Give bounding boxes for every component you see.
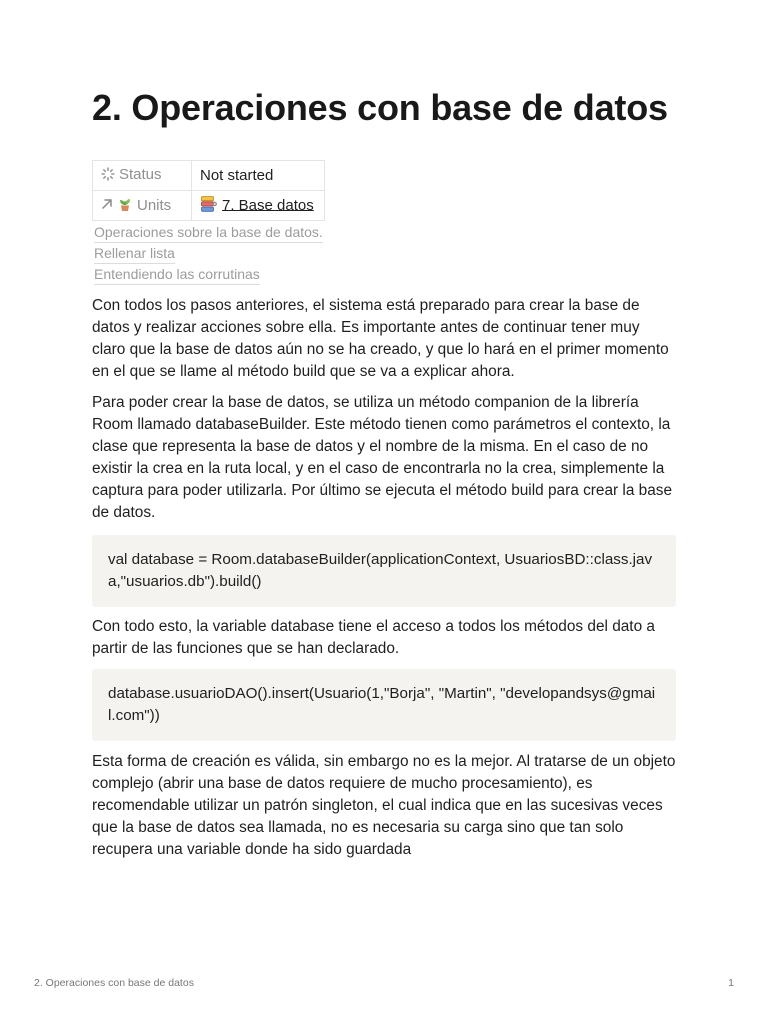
units-link[interactable]: 7. Base datos <box>222 196 314 214</box>
paragraph: Con todo esto, la variable database tiene el acceso a todos los métodos del dato a partir de las funciones que se han declarado. <box>92 618 655 657</box>
paragraph: Esta forma de creación es válida, sin embargo no es la mejor. Al tratarse de un objeto complejo (abrir una base de datos requiere de mucho procesamiento), es recomendable utilizar un patrón singleton, el cual indica que en las sucesivas veces que la base de datos sea llamada, no es necesaria su carga sino que tan solo recupera una variable donde ha sido guardada <box>92 753 676 858</box>
property-value-status[interactable]: Not started <box>192 161 325 191</box>
paragraph: Con todos los pasos anteriores, el sistema está preparado para crear la base de datos y realizar acciones sobre ella. Es importante antes de continuar tener muy claro que la base de datos aún no se ha creado, y que lo hará en el primer momento en el que se llame al método build que se va a explicar ahora. <box>92 297 669 380</box>
database-icon <box>200 195 218 217</box>
property-row-status <box>93 161 325 191</box>
code-block: val database = Room.databaseBuilder(applicationContext, UsuariosBD::class.java,"usuarios.db").build() <box>92 535 676 607</box>
code-block: database.usuarioDAO().insert(Usuario(1,"Borja", "Martin", "developandsys@gmail.com")) <box>92 669 676 741</box>
related-item[interactable]: Rellenar lista <box>94 243 175 264</box>
property-label-status: Status <box>119 166 162 184</box>
property-name-status <box>93 161 192 191</box>
page-number: 1 <box>728 977 734 989</box>
footer-title: 2. Operaciones con base de datos <box>34 977 194 989</box>
related-items-list <box>94 222 676 285</box>
property-name-units <box>93 191 192 221</box>
plant-pot-icon <box>117 196 133 216</box>
status-spinner-icon <box>101 167 115 185</box>
paragraph: Para poder crear la base de datos, se utiliza un método companion de la librería Room llamado databaseBuilder. Este método tienen como parámetros el contexto, la clase que representa la base de datos y el nombre de la misma. En el caso de no existir la crea en la ruta local, y en el caso de encontrarla no la crea, simplemente la captura para poder utilizarla. Por último se ejecuta el método build para crear la base de datos. <box>92 394 673 521</box>
property-label-units: Units <box>137 196 172 214</box>
property-value-units[interactable] <box>192 191 325 221</box>
page-footer <box>34 977 734 989</box>
arrow-up-right-icon <box>101 197 113 214</box>
page-content <box>92 86 676 861</box>
page-title: 2. Operaciones con base de datos <box>92 87 668 128</box>
related-item[interactable]: Entendiendo las corrutinas <box>94 264 260 285</box>
property-row-units <box>93 191 325 221</box>
properties-table <box>92 160 325 221</box>
related-item[interactable]: Operaciones sobre la base de datos. <box>94 222 323 243</box>
